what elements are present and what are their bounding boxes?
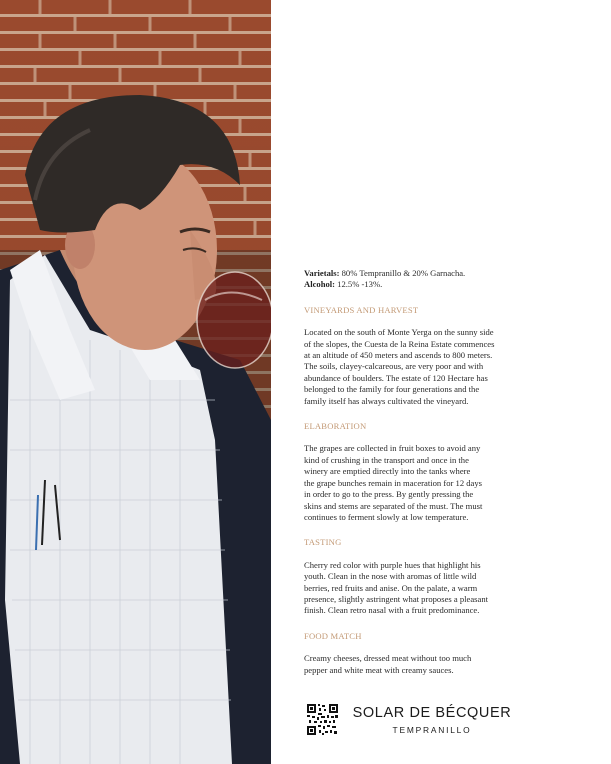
body-line: pepper and white meat with creamy sauces. xyxy=(304,664,454,675)
body-line: kind of crushing in the transport and once in the xyxy=(304,454,469,465)
body-line: of the slopes, the Cuesta de la Reina Estate commences xyxy=(304,338,495,349)
varietals-value: 80% Tempranillo & 20% Garnacha. xyxy=(339,268,466,278)
section-heading-tasting: TASTING xyxy=(304,537,342,548)
body-line: winery are emptied directly into the tanks where xyxy=(304,466,471,477)
wine-description xyxy=(304,268,514,676)
body-line: in order to go to the press. By gently pressing the xyxy=(304,489,474,500)
body-line: finish. Clean retro nasal with a fruit predominance. xyxy=(304,605,480,616)
body-line: continues to ferment slowly at low temperature. xyxy=(304,511,469,522)
alcohol-value: 12.5% -13%. xyxy=(335,279,383,290)
section-body-food-match xyxy=(304,653,514,676)
body-line: belonged to the family for four generations and the xyxy=(304,384,480,395)
body-line: The grapes are collected in fruit boxes to avoid any xyxy=(304,443,481,454)
body-line: youth. Clean in the nose with aromas of little wild xyxy=(304,571,477,582)
body-line: skins and stems are separated of the must. The must xyxy=(304,500,483,511)
winemaker-illustration xyxy=(0,0,271,764)
brand-subtitle: TEMPRANILLO xyxy=(392,725,472,735)
varietals-line xyxy=(304,268,514,279)
body-line: berries, red fruits and anise. On the palate, a warm xyxy=(304,582,478,593)
varietals-label: Varietals: xyxy=(304,268,340,278)
section-body-tasting xyxy=(304,560,514,617)
body-line: Creamy cheeses, dressed meat without too much xyxy=(304,653,472,664)
section-heading-vineyards: VINEYARDS AND HARVEST xyxy=(304,304,419,315)
section-heading-elaboration: ELABORATION xyxy=(304,421,367,432)
brand-block xyxy=(351,705,513,735)
body-line: at an altitude of 450 meters and ascends to 800 meters. xyxy=(304,350,493,361)
body-line: family itself has always cultivated the vineyard. xyxy=(304,395,469,406)
body-line: The soils, clayey-calcareous, are very poor and with xyxy=(304,361,484,372)
section-body-elaboration xyxy=(304,443,514,523)
body-line: presence, slightly astringent what proposes a pleasant xyxy=(304,593,488,604)
qr-code-graphic xyxy=(307,704,338,735)
brand-name: SOLAR DE BÉCQUER xyxy=(352,705,512,721)
body-line: Cherry red color with purple hues that highlight his xyxy=(304,559,481,570)
body-line: abundance of boulders. The estate of 120 Hectare has xyxy=(304,372,488,383)
winemaker-photo xyxy=(0,0,271,764)
alcohol-line xyxy=(304,279,514,290)
body-line: Located on the south of Monte Yerga on the sunny side xyxy=(304,327,494,338)
alcohol-label: Alcohol: xyxy=(304,279,336,290)
section-heading-food-match: FOOD MATCH xyxy=(304,630,362,641)
qr-code-icon xyxy=(307,704,338,735)
body-line: the grape bunches remain in maceration for 12 days xyxy=(304,477,483,488)
section-body-vineyards xyxy=(304,327,514,407)
